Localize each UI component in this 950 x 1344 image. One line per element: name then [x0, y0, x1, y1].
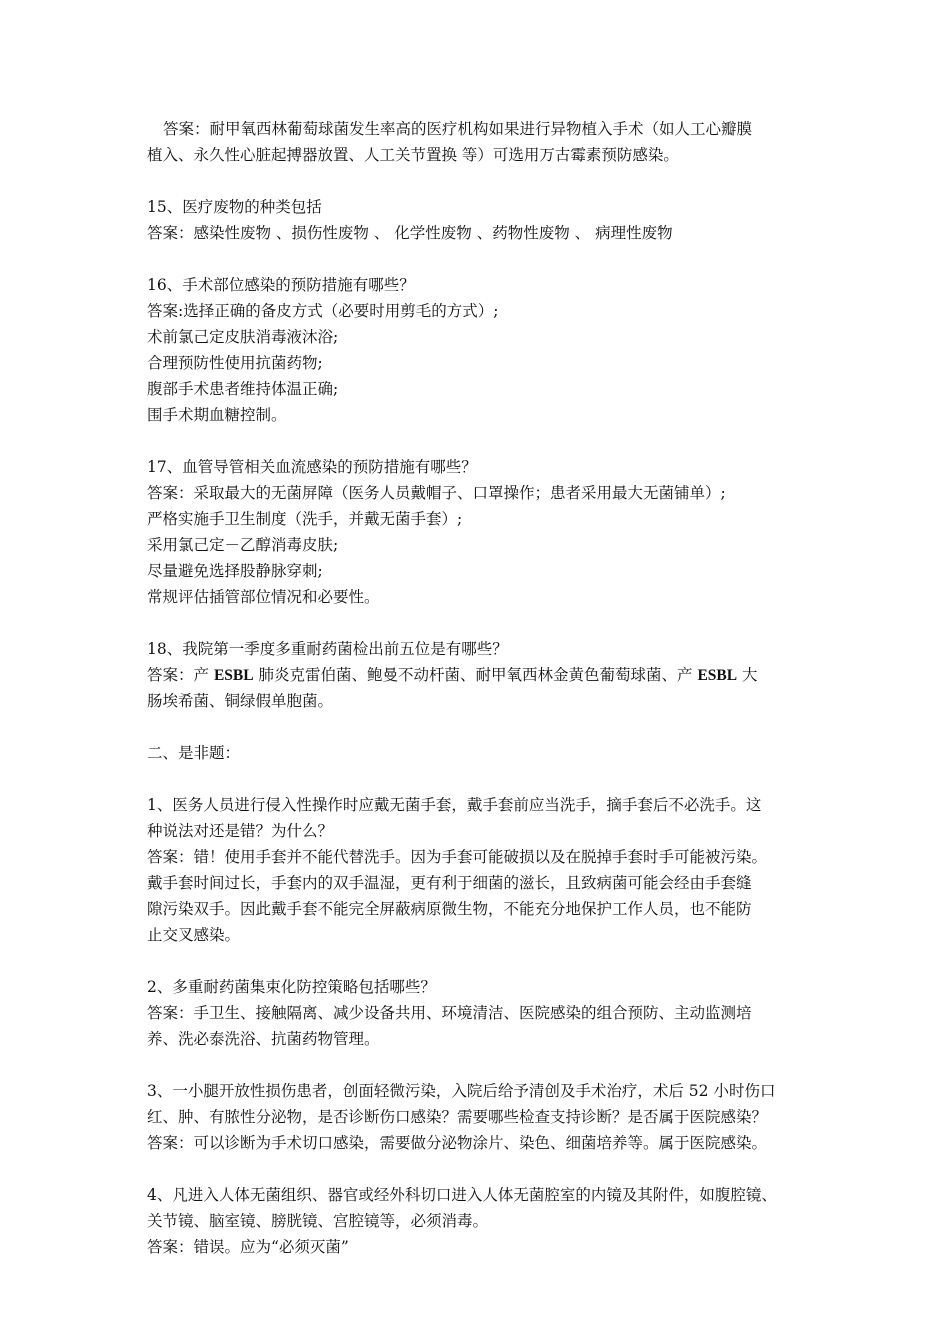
- tf2-line: 2、多重耐药菌集束化防控策略包括哪些？: [147, 978, 436, 996]
- spacer: [147, 428, 809, 454]
- answer-18-text: 肺炎克雷伯菌、鲍曼不动杆菌、耐甲氧西林金黄色葡萄球菌、产: [253, 666, 698, 684]
- intro-answer-line-1: 答案：耐甲氧西林葡萄球菌发生率高的医疗机构如果进行异物植入手术（如人工心瓣膜: [163, 120, 753, 138]
- question-18: 18、我院第一季度多重耐药菌检出前五位是有哪些？: [147, 640, 508, 658]
- answer-18-line-1: [147, 662, 809, 688]
- question-17: 17、血管导管相关血流感染的预防措施有哪些？: [147, 458, 477, 476]
- spacer: [147, 168, 809, 194]
- spacer: [147, 714, 809, 740]
- answer-17-line: 严格实施手卫生制度（洗手，并戴无菌手套）;: [147, 510, 463, 528]
- intro-answer-line-2: 植入、永久性心脏起搏器放置、人工关节置换 等）可选用万古霉素预防感染。: [147, 146, 679, 164]
- spacer: [147, 610, 809, 636]
- tf3-line: 3、一小腿开放性损伤患者，创面轻微污染，入院后给予清创及手术治疗，术后 52 小时伤口: [147, 1082, 776, 1100]
- answer-17-line: 常规评估插管部位情况和必要性。: [147, 588, 380, 606]
- spacer: [147, 766, 809, 792]
- tf4-line: 4、凡进入人体无菌组织、器官或经外科切口进入人体无菌腔室的内镜及其附件，如腹腔镜、: [147, 1186, 777, 1204]
- tf1-line: 种说法对还是错？为什么？: [147, 822, 334, 840]
- answer-18-text: 答案：产: [147, 666, 214, 684]
- spacer: [147, 1052, 809, 1078]
- answer-17-line: 采用氯己定－乙醇消毒皮肤;: [147, 536, 339, 554]
- tf1-line: 戴手套时间过长，手套内的双手温湿，更有利于细菌的滋长，且致病菌可能会经由手套缝: [147, 874, 752, 892]
- tf3-line: 答案：可以诊断为手术切口感染，需要做分泌物涂片、染色、细菌培养等。属于医院感染。: [147, 1134, 768, 1152]
- question-15: 15、医疗废物的种类包括: [147, 198, 322, 216]
- answer-16-line: 术前氯己定皮肤消毒液沐浴;: [147, 328, 339, 346]
- question-16: 16、手术部位感染的预防措施有哪些？: [147, 276, 415, 294]
- tf4-line: 答案：错误。应为“必须灭菌”: [147, 1238, 349, 1256]
- answer-18-text: 大: [737, 666, 758, 684]
- tf2-line: 答案：手卫生、接触隔离、减少设备共用、环境清洁、医院感染的组合预防、主动监测培: [147, 1004, 752, 1022]
- answer-17-line: 尽量避免选择股静脉穿刺;: [147, 562, 323, 580]
- answer-18-line-2: 肠埃希菌、铜绿假单胞菌。: [147, 692, 334, 710]
- answer-16-line: 围手术期血糖控制。: [147, 406, 287, 424]
- answer-17-line: 答案：采取最大的无菌屏障（医务人员戴帽子、口罩操作；患者采用最大无菌铺单）;: [147, 484, 726, 502]
- tf4-line: 关节镜、脑室镜、膀胱镜、宫腔镜等，必须消毒。: [147, 1212, 489, 1230]
- spacer: [147, 246, 809, 272]
- tf1-line: 答案：错！使用手套并不能代替洗手。因为手套可能破损以及在脱掉手套时手可能被污染。: [147, 848, 768, 866]
- spacer: [147, 948, 809, 974]
- document-page: [147, 116, 809, 1260]
- tf1-line: 隙污染双手。因此戴手套不能完全屏蔽病原微生物，不能充分地保护工作人员，也不能防: [147, 900, 752, 918]
- answer-16-line: 腹部手术患者维持体温正确;: [147, 380, 339, 398]
- esbl-term: ESBL: [697, 667, 738, 684]
- section-heading-true-false: 二、是非题：: [147, 744, 241, 762]
- tf1-line: 止交叉感染。: [147, 926, 241, 944]
- answer-16-line: 合理预防性使用抗菌药物;: [147, 354, 323, 372]
- answer-15: 答案：感染性废物 、损伤性废物 、 化学性废物 、药物性废物 、 病理性废物: [147, 224, 673, 242]
- answer-16-line: 答案:选择正确的备皮方式（必要时用剪毛的方式）;: [147, 302, 499, 320]
- spacer: [147, 1156, 809, 1182]
- tf1-line: 1、医务人员进行侵入性操作时应戴无菌手套，戴手套前应当洗手，摘手套后不必洗手。这: [147, 796, 762, 814]
- tf3-line: 红、肿、有脓性分泌物，是否诊断伤口感染？需要哪些检查支持诊断？是否属于医院感染？: [147, 1108, 768, 1126]
- tf2-line: 养、洗必泰洗浴、抗菌药物管理。: [147, 1030, 380, 1048]
- esbl-term: ESBL: [213, 667, 254, 684]
